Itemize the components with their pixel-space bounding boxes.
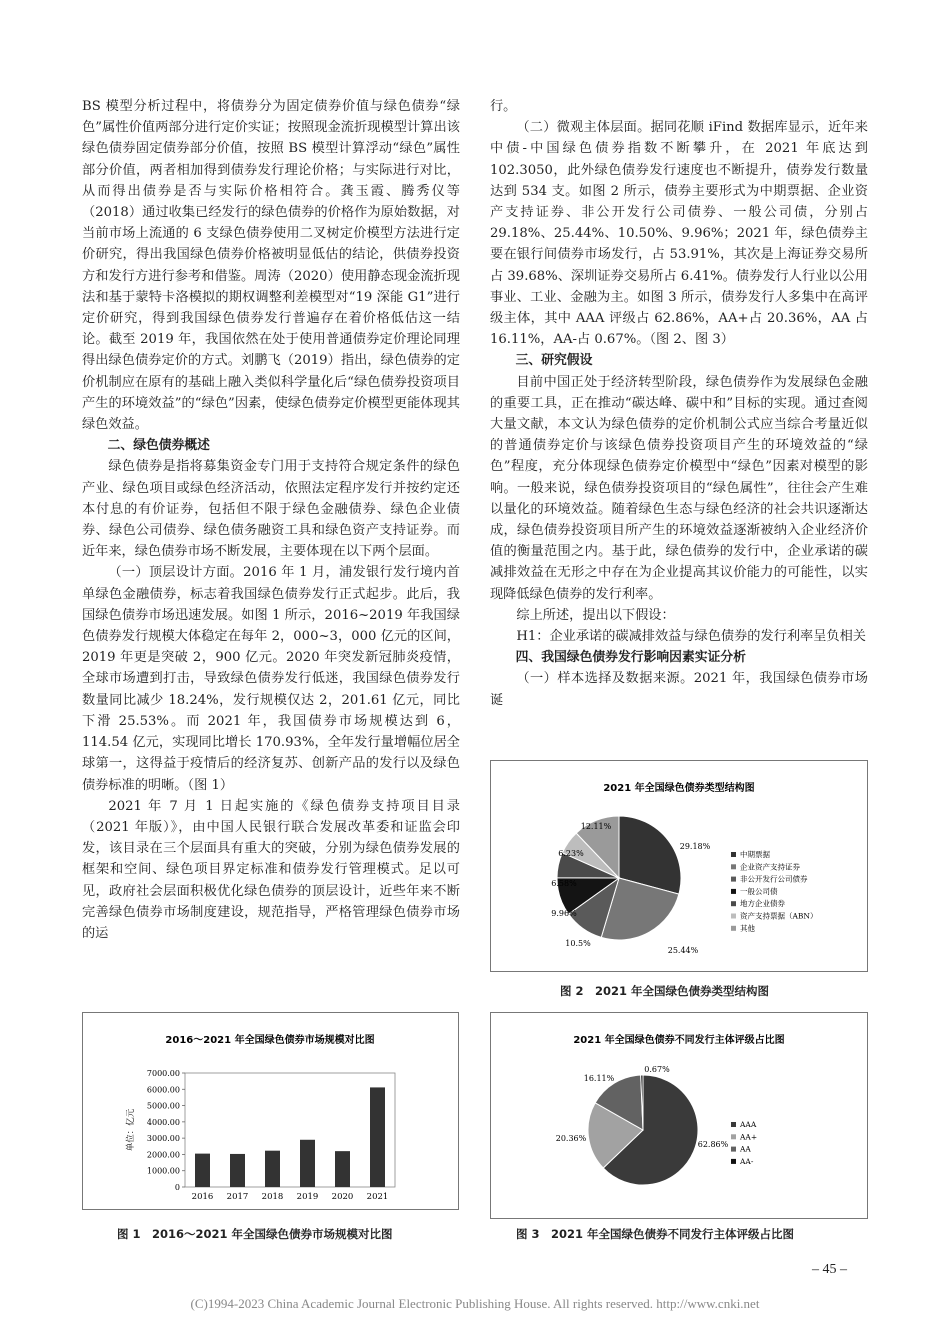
y-tick-label: 2000.00: [146, 1150, 180, 1160]
y-tick-label: 6000.00: [146, 1085, 180, 1095]
slice-value-label: 6.23%: [558, 849, 584, 858]
y-tick-label: 3000.00: [146, 1134, 180, 1144]
figure-3-chart: [490, 1012, 868, 1219]
legend-label: AA: [740, 1144, 751, 1154]
figure-2-svg: [491, 761, 867, 971]
legend-swatch: [731, 1159, 736, 1164]
legend-label: 一般公司债: [740, 886, 778, 896]
bar-2020: [335, 1151, 350, 1187]
right-text-column: [490, 96, 868, 711]
y-tick-label: 0: [174, 1183, 180, 1192]
slice-value-label: 29.18%: [679, 842, 711, 851]
x-tick-label: 2017: [226, 1192, 249, 1202]
paragraph: 绿色债券是指将募集资金专门用于支持符合规定条件的绿色产业、绿色项目或绿色经济活动，依照法定程序发行并按约定还本付息的有价证券，包括但不限于绿色金融债券、绿色企业债券、绿色公司债券、绿色债务融资工具和绿色资产支持证券。而近年来，绿色债券市场不断发展，主要体现在以下两个层面。: [82, 459, 460, 560]
figure-1-svg: [83, 1013, 458, 1209]
slice-value-label: 0.67%: [644, 1065, 670, 1074]
legend-swatch: [731, 901, 736, 906]
copyright-footer: (C)1994-2023 China Academic Journal Electronic Publishing House. All rights reserved. http://www.cnki.net: [190, 1296, 760, 1311]
y-tick-label: 5000.00: [146, 1101, 180, 1111]
paragraph: H1：企业承诺的碳减排效益与绿色债券的发行利率呈负相关: [516, 629, 866, 645]
legend-label: 企业资产支持证券: [740, 862, 800, 872]
legend-label: 地方企业债券: [740, 899, 785, 909]
legend-swatch: [731, 1147, 736, 1152]
bar-2019: [300, 1140, 315, 1187]
legend-label: 资产支持票据（ABN）: [740, 911, 818, 921]
slice-value-label: 9.96%: [551, 909, 577, 918]
legend-swatch: [731, 926, 736, 931]
figure-1-chart: [82, 1012, 459, 1210]
legend-label: AAA: [740, 1120, 757, 1129]
bar-2018: [265, 1151, 280, 1187]
bar-2017: [230, 1154, 245, 1187]
paragraph: （一）样本选择及数据来源。2021 年，我国绿色债券市场诞: [490, 671, 868, 708]
legend-label: 非公开发行公司债券: [740, 874, 808, 884]
legend-swatch: [731, 852, 736, 857]
bar-2021: [370, 1087, 385, 1187]
left-text-column: [82, 96, 460, 944]
paragraph: （二）微观主体层面。据同花顺 iFind 数据库显示，近年来中债-中国绿色债券指数不断攀升，在 2021 年底达到 102.3050，此外绿色债券发行速度也不断提升，债券发行数量达到 534 支。如图 2 所示，债券主要形式为中期票据、企业资产支持证券、非公开发行公司债券、一般公司债，分别占 29.18%、25.44%、10.50%、9.96%；2021 年，绿色债券主要在银行间债券市场发行，占 53.91%，其次是上海证券交易所占 39.68%、深圳证券交易所占 6.41%。债券发行人行业以公用事业、工业、金融为主。如图 3 所示，债券发行人多集中在高评级主体，其中 AAA 评级占 62.86%，AA+占 20.36%，AA 占 16.11%，AA-占 0.67%。（图 2、图 3）: [490, 120, 868, 348]
legend-label: 其他: [740, 923, 755, 933]
chart-title: 2021 年全国绿色债券不同发行主体评级占比图: [573, 1035, 785, 1046]
bar-2016: [195, 1154, 210, 1187]
x-tick-label: 2019: [296, 1192, 319, 1202]
legend-label: AA+: [740, 1132, 758, 1142]
figure-2-chart: [490, 760, 868, 972]
page-number: – 45 –: [812, 1262, 847, 1277]
slice-value-label: 12.11%: [580, 822, 612, 831]
paragraph: 目前中国正处于经济转型阶段，绿色债券作为发展绿色金融的重要工具，正在推动“碳达峰、碳中和”目标的实现。通过查阅大量文献，本文认为绿色债券的定价机制公式应当综合考量近似的普通债券定价与该绿色债券投资项目产生的环境效益的“绿色”程度，充分体现绿色债券定价模型中“绿色”因素对模型的影响。一般来说，绿色债券投资项目的“绿色属性”，往往会产生难以量化的环境效益。随着绿色生态与绿色经济的社会共识逐渐达成，绿色债券投资项目所产生的环境效益逐渐被纳入企业经济价值的衡量范围之内。基于此，绿色债券的发行中，企业承诺的碳减排效益在无形之中存在为企业提高其议价能力的可能性，以实现降低绿色债券的发行利率。: [490, 374, 868, 602]
paragraph: 2021 年 7 月 1 日起实施的《绿色债券支持项目目录（2021 年版）》，由中国人民银行联合发展改革委和证监会印发，该目录在三个层面具有重大的突破，分别为绿色债券发展的框架和空间、绿色项目界定标准和债券发行管理模式。足以可见，政府社会层面积极优化绿色债券的顶层设计，近些年来不断完善绿色债券市场制度建设，规范指导，严格管理绿色债券市场的运: [82, 798, 460, 941]
paragraph: （一）顶层设计方面。2016 年 1 月，浦发银行发行境内首单绿色金融债券，标志着我国绿色债券发行正式起步。此后，我国绿色债券市场迅速发展。如图 1 所示，2016~2019 年我国绿色债券发行规模大体稳定在每年 2，000~3，000 亿元的区间，2019 年更是突破 2，900 亿元。2020 年突发新冠肺炎疫情，全球市场遭到打击，导致绿色债券发行低迷，我国绿色债券发行数量同比减少 18.24%，发行规模仅达 2，201.61 亿元，同比下滑 25.53%。而 2021 年，我国债券市场规模达到 6，114.54 亿元，实现同比增长 170.93%，全年发行量增幅位居全球第一，这得益于疫情后的经济复苏、创新产品的发行以及绿色债券标准的明晰。（图 1）: [82, 565, 460, 793]
legend-label: 中期票据: [740, 850, 770, 859]
x-tick-label: 2016: [191, 1192, 214, 1202]
slice-value-label: 25.44%: [667, 946, 699, 955]
legend-swatch: [731, 864, 736, 869]
legend-swatch: [731, 1122, 736, 1127]
slice-value-label: 6.58%: [551, 879, 577, 888]
paragraph: 行。: [490, 99, 517, 114]
legend-swatch: [731, 889, 736, 894]
y-tick-label: 4000.00: [146, 1117, 180, 1127]
chart-title: 2016～2021 年全国绿色债券市场规模对比图: [165, 1035, 375, 1046]
section-heading: 四、我国绿色债券发行影响因素实证分析: [515, 650, 746, 666]
y-axis-label: 单位：亿元: [126, 1108, 136, 1152]
x-tick-label: 2020: [331, 1192, 354, 1202]
paragraph: 综上所述，提出以下假设：: [516, 607, 675, 623]
slice-value-label: 10.5%: [565, 939, 591, 948]
section-heading: 二、绿色债券概述: [107, 438, 210, 454]
y-tick-label: 1000.00: [146, 1166, 180, 1176]
legend-swatch: [731, 1134, 736, 1139]
plot-area: [185, 1073, 395, 1187]
chart-title: 2021 年全国绿色债券类型结构图: [603, 783, 755, 794]
legend-swatch: [731, 877, 736, 882]
figure-3-caption: 图 3 2021 年全国绿色债券不同发行主体评级占比图: [516, 1227, 795, 1241]
slice-value-label: 20.36%: [555, 1134, 587, 1143]
legend-swatch: [731, 914, 736, 919]
figure-2-caption: 图 2 2021 年全国绿色债券类型结构图: [560, 984, 770, 998]
slice-value-label: 62.86%: [697, 1140, 729, 1149]
x-tick-label: 2018: [261, 1192, 284, 1202]
slice-value-label: 16.11%: [583, 1074, 615, 1083]
x-tick-label: 2021: [366, 1192, 389, 1202]
section-heading: 三、研究假设: [515, 353, 593, 369]
figure-3-svg: [491, 1013, 867, 1218]
paragraph: BS 模型分析过程中，将债券分为固定债券价值与绿色债券“绿色”属性价值两部分进行定价实证；按照现金流折现模型计算出该绿色债券固定债券部分价值，按照 BS 模型计算浮动“绿色”属性部分价值，两者相加得到债券发行理论价格；与实际进行对比，从而得出债券是否与实际价格相符合。龚玉霞、腾秀仪等（2018）通过收集已经发行的绿色债券的价格作为原始数据，对当前市场上流通的 6 支绿色债券使用二叉树定价模型方法进行定价研究，得出我国绿色债券价格被明显低估的结论，供债券投资方和发行方进行参考和借鉴。周涛（2020）使用静态现金流折现法和基于蒙特卡洛模拟的期权调整利差模型对“19 深能 G1”进行定价研究，得到我国绿色债券发行普遍存在着价格低估这一结论。截至 2019 年，我国依然在处于使用普通债券定价理论同理得出绿色债券定价的方式。刘鹏飞（2019）指出，绿色债券的定价机制应在原有的基础上融入类似科学量化后“绿色债券投资项目产生的环境效益”的“绿色”因素，使绿色债券定价模型更能体现其绿色效益。: [82, 99, 460, 433]
legend-label: AA-: [740, 1156, 754, 1166]
figure-1-caption: 图 1 2016～2021 年全国绿色债券市场规模对比图: [117, 1227, 393, 1241]
y-tick-label: 7000.00: [146, 1069, 180, 1078]
